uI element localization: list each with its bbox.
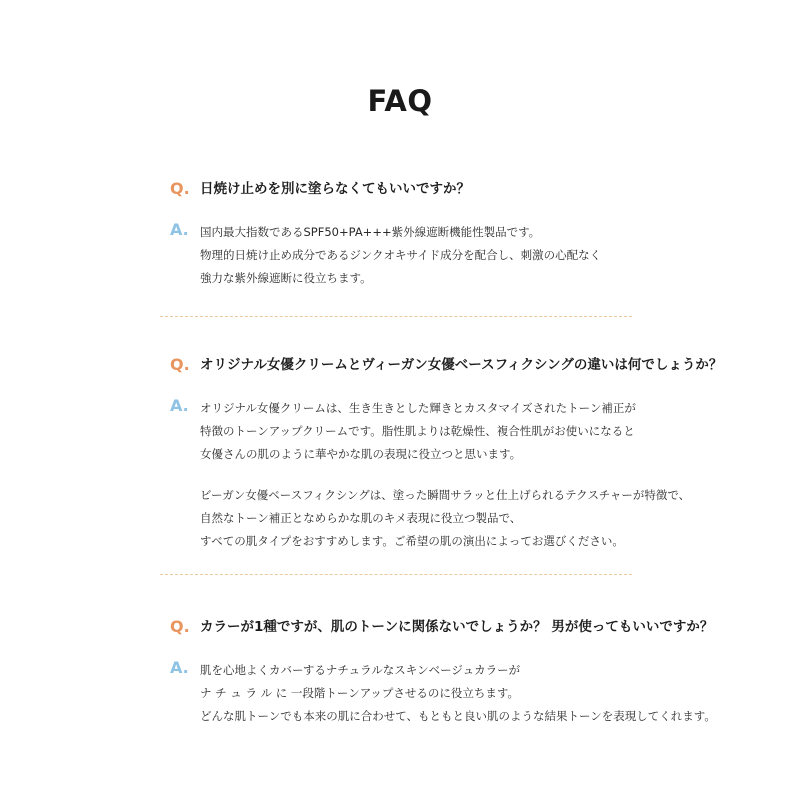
question-text: カラーが1種ですが、肌のトーンに関係ないでしょうか？ 男が使ってもいいですか？	[200, 619, 714, 635]
answer-line: ビーガン女優ベースフィクシングは、塗った瞬間サラッと仕上げられるテクスチャーが特徴で、	[200, 488, 691, 502]
answer-line: 肌を心地よくカバーするナチュラルなスキンベージュカラーが	[200, 663, 521, 677]
answer-paragraph	[200, 659, 730, 728]
answer-paragraph	[200, 221, 730, 290]
answer-row	[170, 659, 730, 728]
answer-paragraph	[200, 397, 730, 466]
answer-line: すべての肌タイプをおすすめします。ご希望の肌の演出によってお選びください。	[200, 534, 624, 548]
answer-line: オリジナル女優クリームは、生き生きとした輝きとカスタマイズされたトーン補正が	[200, 401, 636, 415]
answer-line: 国内最大指数であるSPF50+PA+++紫外線遮断機能性製品です。	[200, 225, 541, 239]
answer-paragraph	[200, 484, 730, 553]
faq-item	[170, 356, 730, 553]
answer-line: ナ チ ュ ラ ル に 一段階トーンアップさせるのに役立ちます。	[200, 686, 519, 700]
answer-line: 物理的日焼け止め成分であるジンクオキサイド成分を配合し、刺激の心配なく	[200, 248, 602, 262]
question-mark: Q.	[170, 355, 190, 374]
section-divider	[160, 574, 632, 575]
question-text: オリジナル女優クリームとヴィーガン女優ベースフィクシングの違いは何でしょうか？	[200, 357, 723, 373]
question-text: 日焼け止めを別に塗らなくてもいいですか？	[200, 181, 470, 197]
answer-mark: A.	[170, 658, 189, 677]
answer-mark: A.	[170, 396, 189, 415]
answer-line: 女優さんの肌のように華やかな肌の表現に役立つと思います。	[200, 447, 522, 461]
answer-row	[170, 221, 730, 290]
faq-item	[170, 180, 730, 290]
question-row	[170, 180, 730, 198]
page-title: FAQ	[367, 84, 433, 118]
question-row	[170, 618, 730, 636]
answer-row	[170, 397, 730, 553]
question-mark: Q.	[170, 179, 190, 198]
faq-item	[170, 618, 730, 728]
question-row	[170, 356, 730, 374]
section-divider	[160, 316, 632, 317]
answer-line: 強力な紫外線遮断に役立ちます。	[200, 271, 372, 285]
answer-line: 自然なトーン補正となめらかな肌のキメ表現に役立つ製品で、	[200, 511, 522, 525]
answer-line: 特徴のトーンアップクリームです。脂性肌よりは乾燥性、複合性肌がお使いになると	[200, 424, 635, 438]
answer-mark: A.	[170, 220, 189, 239]
question-mark: Q.	[170, 617, 190, 636]
answer-line: どんな肌トーンでも本来の肌に合わせて、もともと良い肌のような結果トーンを表現してくれます。	[200, 709, 716, 723]
